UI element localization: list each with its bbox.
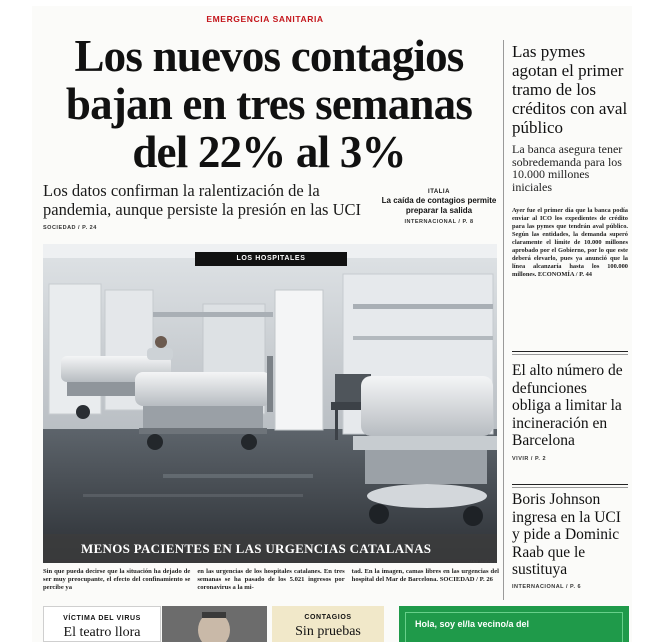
caption-column-2: en las urgencias de los hospitales catalanes. En tres semanas se ha pasado de los 5.021 ingresos por coronavirus a la mi- [197, 568, 345, 592]
sidebar-divider-1 [512, 351, 628, 352]
italia-teaser[interactable] [380, 189, 498, 225]
hospital-photo-illustration [43, 244, 497, 563]
photo-caption-columns [43, 568, 499, 593]
subheadline-section-tag: SOCIEDAD / P. 24 [43, 225, 97, 231]
victima-portrait [162, 606, 267, 642]
johnson-story[interactable] [512, 491, 628, 590]
main-headline-line-1: Los nuevos contagios [74, 31, 464, 81]
pymes-body: Ayer fue el primer día que la banca podía enviar al ICO los expedientes de crédito para las pymes que tendrán aval público. Según las entidades, la demanda superó claramente el límite de 10.000 millones aprobado por el Gobierno, por lo que este deberá elevarlo, pues ya anunció que la línea alcanzaría hasta los 100.000 millones. ECONOMÍA / P. 44 [512, 207, 628, 278]
italia-title: La caída de contagios permite preparar la salida [381, 196, 497, 215]
newspaper-page [32, 6, 632, 642]
portrait-photo [162, 606, 267, 642]
contagios-title: Sin pruebas [295, 624, 361, 639]
contagios-kicker: CONTAGIOS [304, 614, 352, 621]
caption-column-3: tad. En la imagen, camas libres en las urgencias del hospital del Mar de Barcelona. SOCIEDAD / P. 26 [351, 568, 499, 584]
pymes-subheadline: La banca asegura tener sobredemanda para los 10.000 millones iniciales [512, 142, 623, 194]
ad-text: Hola, soy el/la vecino/a del [415, 619, 530, 629]
victima-teaser[interactable] [43, 606, 161, 642]
green-ad[interactable] [399, 606, 629, 642]
johnson-section-tag: INTERNACIONAL / P. 6 [512, 583, 582, 590]
victima-kicker: VÍCTIMA DEL VIRUS [63, 615, 141, 622]
defunciones-section-tag: VIVIR / P. 2 [512, 455, 547, 462]
caption-column-1: Sin que pueda decirse que la situación ha dejado de ser muy preocupante, el efecto del confinamiento se percibe ya [43, 568, 191, 592]
section-kicker: EMERGENCIA SANITARIA [206, 14, 324, 24]
defunciones-headline: El alto número de defunciones obliga a limitar la incineración en Barcelona [512, 362, 623, 449]
column-divider [503, 40, 504, 600]
main-headline-line-2: bajan en tres semanas [65, 79, 473, 129]
pymes-headline: Las pymes agotan el primer tramo de los créditos con aval público [512, 42, 628, 137]
photo-credit: ANA JIMÉNEZ [470, 559, 497, 564]
victima-title: El teatro llora [63, 625, 141, 640]
main-headline [38, 32, 500, 176]
sidebar-divider-2b [512, 487, 628, 488]
sidebar-divider-1b [512, 354, 628, 355]
italia-section-tag: INTERNACIONAL / P. 8 [404, 219, 474, 225]
pymes-story[interactable] [512, 42, 628, 279]
photo-caption-bar: MENOS PACIENTES EN LAS URGENCIAS CATALANAS [43, 534, 497, 563]
contagios-teaser[interactable] [272, 606, 384, 642]
sidebar-divider-2 [512, 484, 628, 485]
johnson-headline: Boris Johnson ingresa en la UCI y pide a Dominic Raab que le sustituya [512, 491, 621, 578]
defunciones-story[interactable] [512, 362, 628, 462]
photo-section-label: LOS HOSPITALES [195, 252, 347, 266]
italia-kicker: ITALIA [428, 189, 450, 195]
subheadline: Los datos confirman la ralentización de la pandemia, aunque persiste la presión en las UCI [43, 181, 361, 219]
main-headline-line-3: del 22% al 3% [132, 127, 406, 177]
hospital-photo [43, 244, 497, 563]
